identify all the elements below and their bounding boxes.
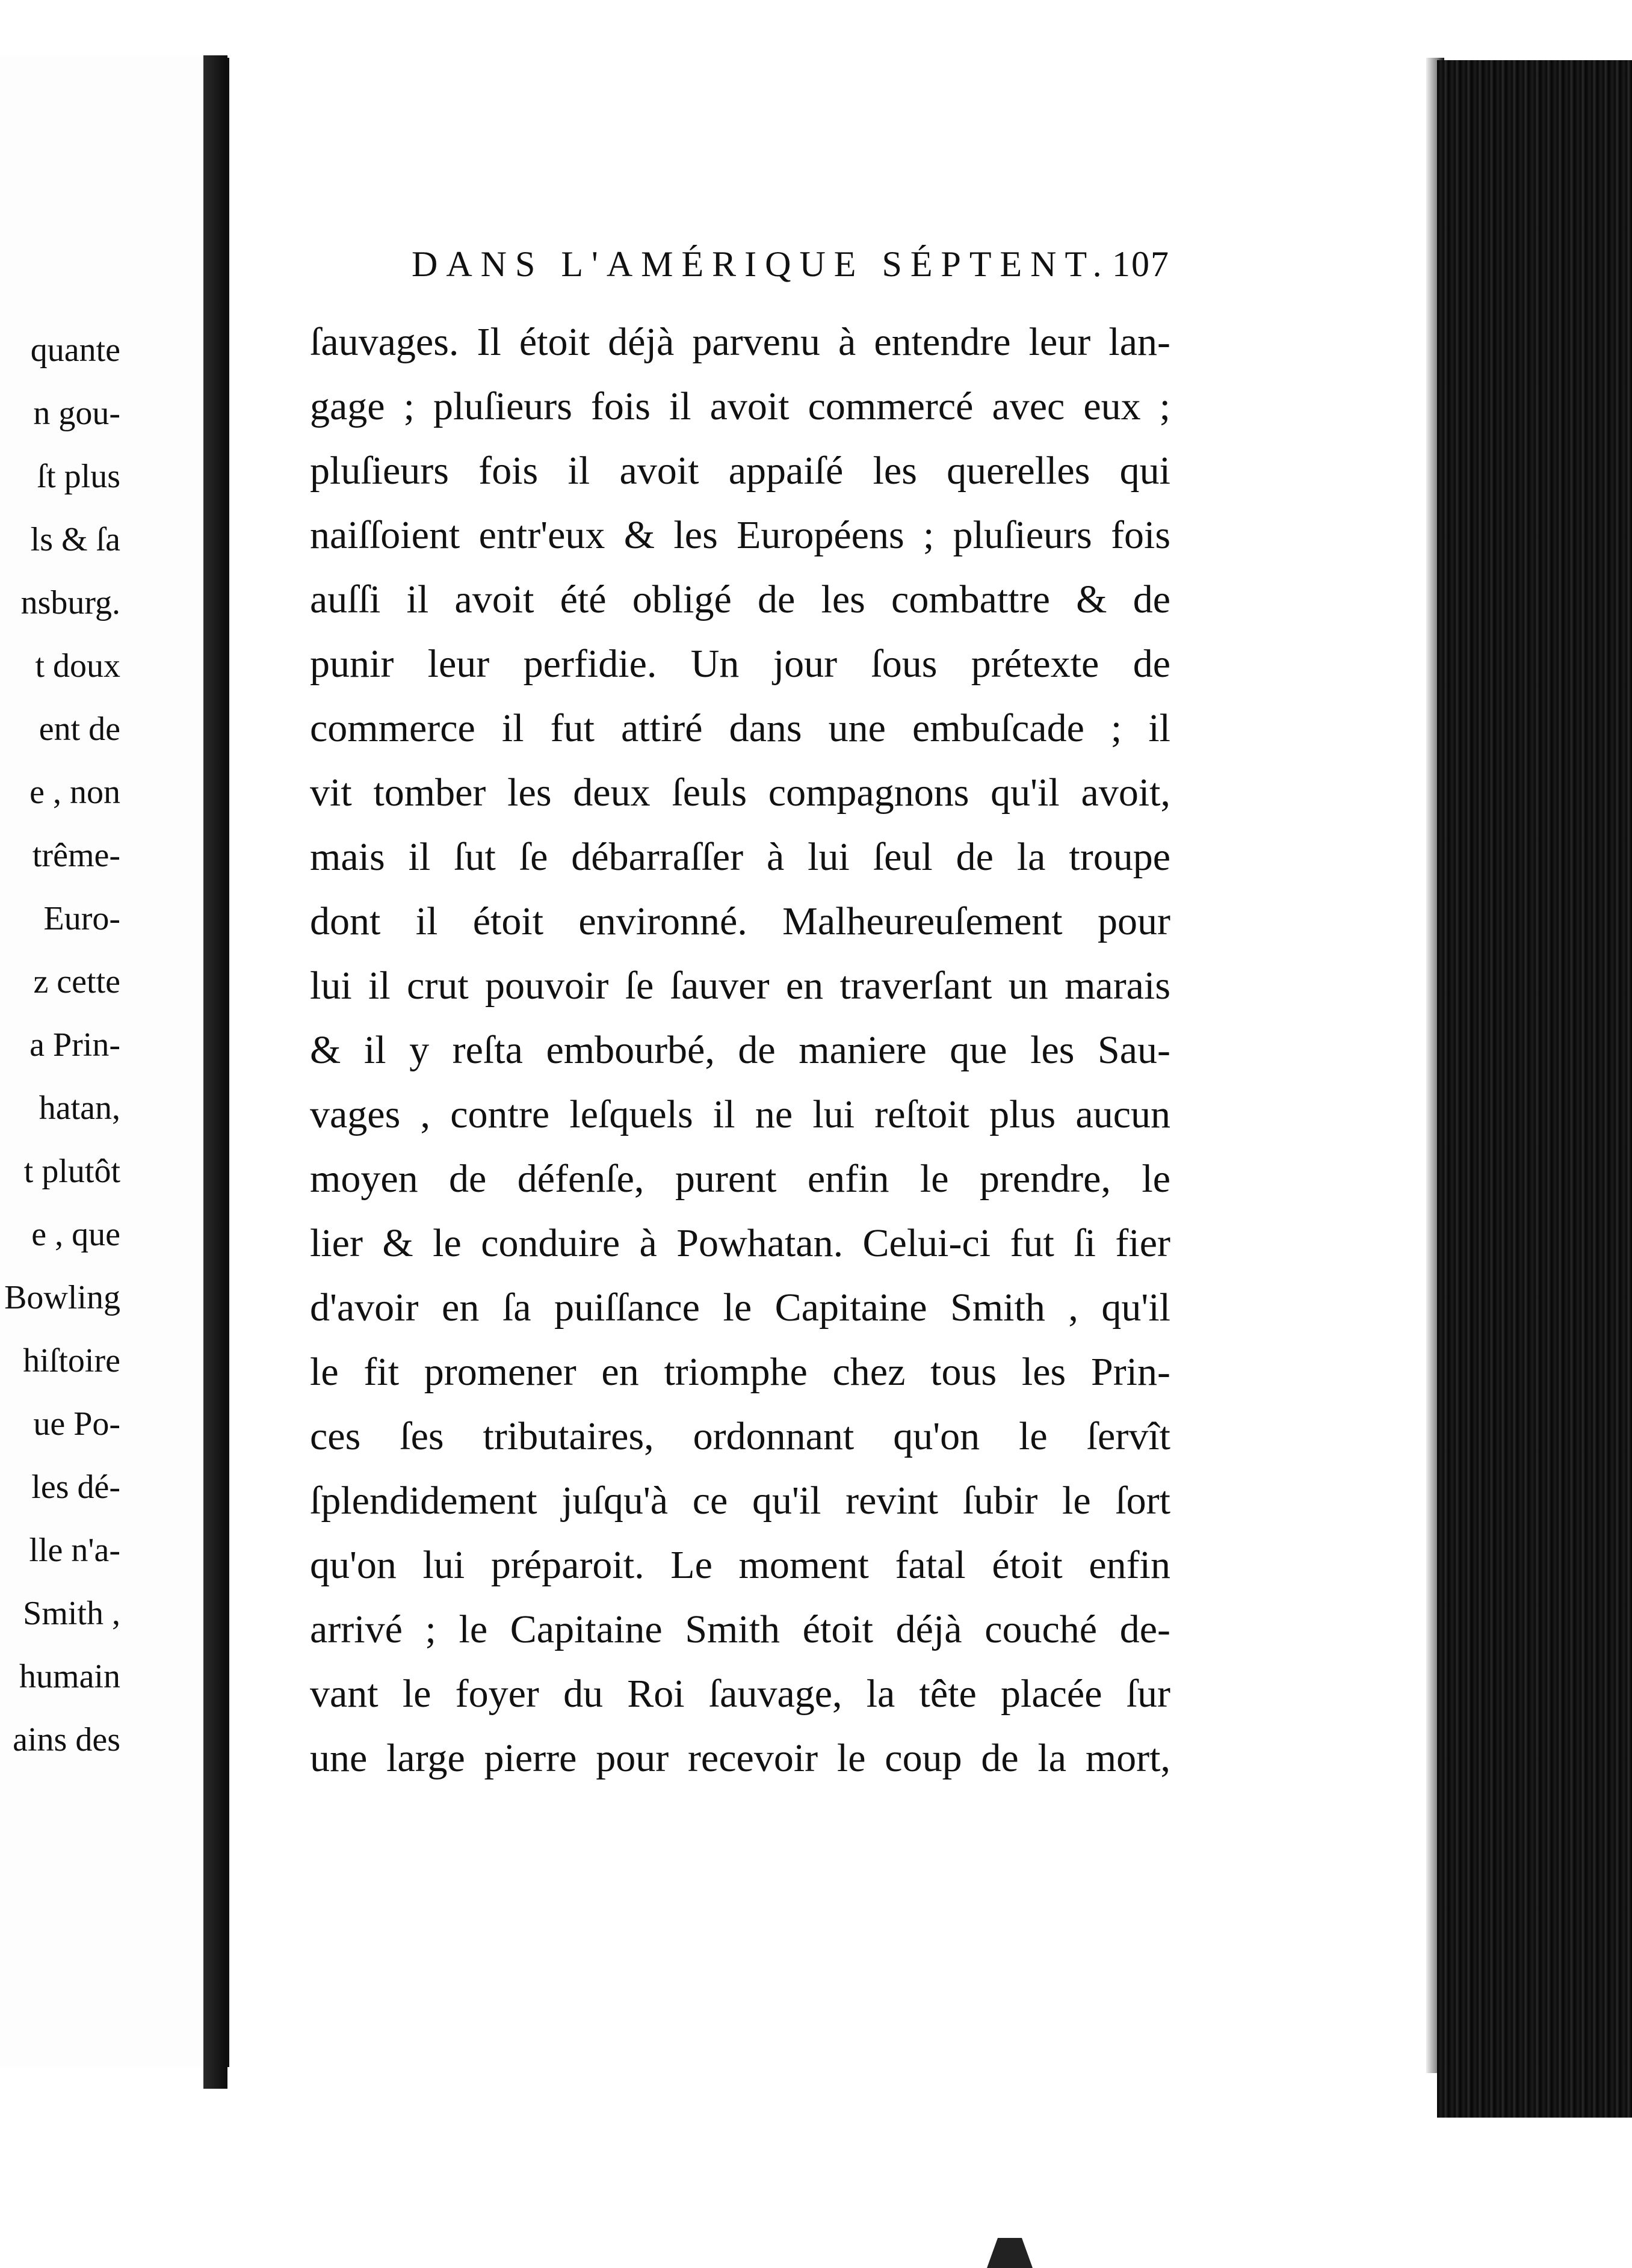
left-line: hatan,	[39, 1089, 120, 1127]
text-line: une large pierre pour recevoir le coup de la mort,	[310, 1736, 1170, 1780]
left-line: ls & ſa	[30, 521, 120, 558]
running-head-title: DANS L'AMÉRIQUE SÉPTENT.	[412, 244, 1110, 284]
text-line: & il y reſta embourbé, de maniere que les Sau-	[310, 1028, 1170, 1072]
text-line: vages , contre leſquels il ne lui reſtoit plus aucun	[310, 1092, 1170, 1136]
text-line: moyen de défenſe, purent enfin le prendre, le	[310, 1157, 1170, 1201]
body-text	[310, 310, 1170, 1790]
left-line: nsburg.	[20, 584, 120, 621]
left-line: ue Po-	[33, 1405, 120, 1443]
text-line: qu'on lui préparoit. Le moment fatal étoit enfin	[310, 1543, 1170, 1587]
text-line: le fit promener en triomphe chez tous les Prin-	[310, 1350, 1170, 1394]
left-line: Euro-	[43, 900, 120, 937]
left-line: quante	[30, 331, 120, 369]
text-line: punir leur perfidie. Un jour ſous prétexte de	[310, 642, 1170, 686]
text-line: vit tomber les deux ſeuls compagnons qu'il avoit,	[310, 771, 1170, 815]
gutter-shadow	[203, 55, 227, 2089]
text-line: naiſſoient entr'eux & les Européens ; pluſieurs fois	[310, 513, 1170, 557]
text-line: dont il étoit environné. Malheureuſement pour	[310, 899, 1170, 943]
text-line: commerce il fut attiré dans une embuſcade ; il	[310, 706, 1170, 750]
text-line: gage ; pluſieurs fois il avoit commercé avec eux ;	[310, 384, 1170, 428]
bottom-scan-mark	[987, 2202, 1033, 2268]
left-line: Smith ,	[23, 1595, 120, 1632]
book-fore-edge	[1437, 60, 1632, 2118]
left-line: e , non	[29, 774, 120, 811]
left-line: ent de	[39, 710, 120, 748]
left-line: t plutôt	[23, 1153, 120, 1190]
text-line: lier & le conduire à Powhatan. Celui-ci fut ſi fier	[310, 1221, 1170, 1265]
left-line: lle n'a-	[29, 1532, 120, 1569]
left-line: hiſtoire	[23, 1342, 120, 1379]
left-line: humain	[19, 1658, 120, 1695]
left-page-text	[0, 319, 120, 1772]
text-line: auſſi il avoit été obligé de les combattre & de	[310, 578, 1170, 621]
left-line: trême-	[32, 837, 120, 874]
text-line: pluſieurs fois il avoit appaiſé les querelles qui	[310, 449, 1170, 493]
left-line: ſt plus	[37, 458, 120, 495]
page-number: 107	[1112, 244, 1170, 284]
left-line: n gou-	[33, 395, 120, 432]
text-line: ces ſes tributaires, ordonnant qu'on le ſervît	[310, 1414, 1170, 1458]
text-line: mais il ſut ſe débarraſſer à lui ſeul de la troupe	[310, 835, 1170, 879]
left-line: ains des	[13, 1721, 120, 1758]
left-line: a Prin-	[29, 1026, 120, 1064]
text-line: vant le foyer du Roi ſauvage, la tête placée ſur	[310, 1672, 1170, 1716]
left-line: e , que	[31, 1216, 120, 1253]
text-line: ſauvages. Il étoit déjà parvenu à entendre leur lan-	[310, 320, 1170, 364]
left-line: les dé-	[31, 1468, 120, 1506]
left-line: Bowling	[4, 1279, 120, 1316]
running-head	[412, 244, 1170, 285]
text-line: lui il crut pouvoir ſe ſauver en traverſant un marais	[310, 964, 1170, 1008]
text-line: d'avoir en ſa puiſſance le Capitaine Smith , qu'il	[310, 1286, 1170, 1330]
text-line: arrivé ; le Capitaine Smith étoit déjà couché de-	[310, 1607, 1170, 1651]
left-line: t doux	[35, 647, 120, 685]
left-line: z cette	[33, 963, 120, 1000]
text-line: ſplendidement juſqu'à ce qu'il revint ſubir le ſort	[310, 1479, 1170, 1523]
